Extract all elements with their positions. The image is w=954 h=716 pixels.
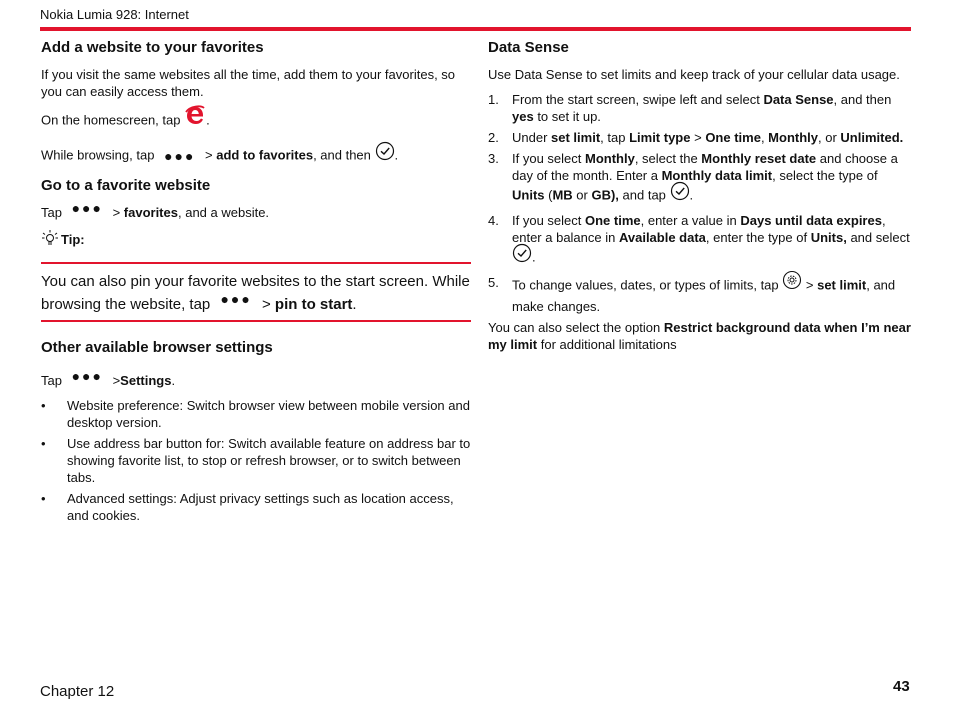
checkmark-circle-icon xyxy=(375,141,395,165)
right-column xyxy=(488,38,911,353)
paragraph-data-sense-intro: Use Data Sense to set limits and keep track of your cellular data usage. xyxy=(488,67,900,82)
paragraph-restrict-background: You can also select the option Restrict background data when I’m near my limit for additional limitations xyxy=(488,320,911,352)
tip-text: You can also pin your favorite websites to the start screen. While browsing the website, tap ●●● > pin to start. xyxy=(41,273,470,313)
list-item: 4. If you select One time, enter a value in Days until data expires, enter a balance in Available data, enter the type of Units, and select . xyxy=(488,212,911,270)
tip-top-rule xyxy=(41,262,471,264)
checkmark-circle-icon xyxy=(512,243,532,267)
footer-chapter: Chapter 12 xyxy=(40,683,115,700)
section-heading-data-sense: Data Sense xyxy=(488,39,569,56)
section-heading-browser-settings: Other available browser settings xyxy=(41,339,273,356)
settings-gear-icon xyxy=(782,270,802,294)
left-column xyxy=(41,38,471,528)
list-item: 5. To change values, dates, or types of limits, tap > set limit, and make changes. xyxy=(488,274,911,315)
section-heading-add-favorites: Add a website to your favorites xyxy=(41,39,264,56)
running-header: Nokia Lumia 928: Internet xyxy=(40,7,189,22)
paragraph-tap-settings: Tap ●●● >Settings. xyxy=(41,367,176,388)
section-heading-go-to-favorite: Go to a favorite website xyxy=(41,177,211,194)
checkmark-circle-icon xyxy=(670,181,690,205)
list-item: • Advanced settings: Adjust privacy settings such as location access, and cookies. xyxy=(41,491,454,523)
paragraph-tap-favorites: Tap ●●● > favorites, and a website. xyxy=(41,199,270,220)
header-rule xyxy=(40,27,911,31)
list-item: 2. Under set limit, tap Limit type > One time, Monthly, or Unlimited. xyxy=(488,130,904,145)
paragraph-favorites-intro: If you visit the same websites all the time, add them to your favorites, so you can easily access them. xyxy=(41,67,456,99)
page-number: 43 xyxy=(893,678,910,695)
lightbulb-icon xyxy=(41,229,59,250)
more-dots-icon: ●●● xyxy=(164,148,196,164)
list-item: • Website preference: Switch browser view between mobile version and desktop version. xyxy=(41,398,470,430)
more-dots-icon: ●●● xyxy=(220,291,252,308)
more-dots-icon: ●●● xyxy=(71,367,103,384)
list-item: • Use address bar button for: Switch available feature on address bar to showing favorite list, to stop or refresh browser, or to switch between tabs. xyxy=(41,436,471,485)
data-sense-steps xyxy=(488,91,911,315)
list-item: 1. From the start screen, swipe left and select Data Sense, and then yes to set it up. xyxy=(488,92,892,124)
tip-heading: Tip: xyxy=(41,229,471,250)
tip-box xyxy=(41,229,471,322)
paragraph-while-browsing: While browsing, tap ●●● > add to favorites, and then . xyxy=(41,144,471,168)
browser-settings-list xyxy=(41,397,471,524)
ie-logo-icon xyxy=(184,104,206,130)
more-dots-icon: ●●● xyxy=(71,199,103,216)
paragraph-homescreen-tap: On the homescreen, tap . xyxy=(41,108,471,134)
tip-bottom-rule xyxy=(41,320,471,322)
list-item: 3. If you select Monthly, select the Monthly reset date and choose a day of the month. Enter a Monthly data limit, select the type of Units (MB or GB), and tap . xyxy=(488,150,911,208)
